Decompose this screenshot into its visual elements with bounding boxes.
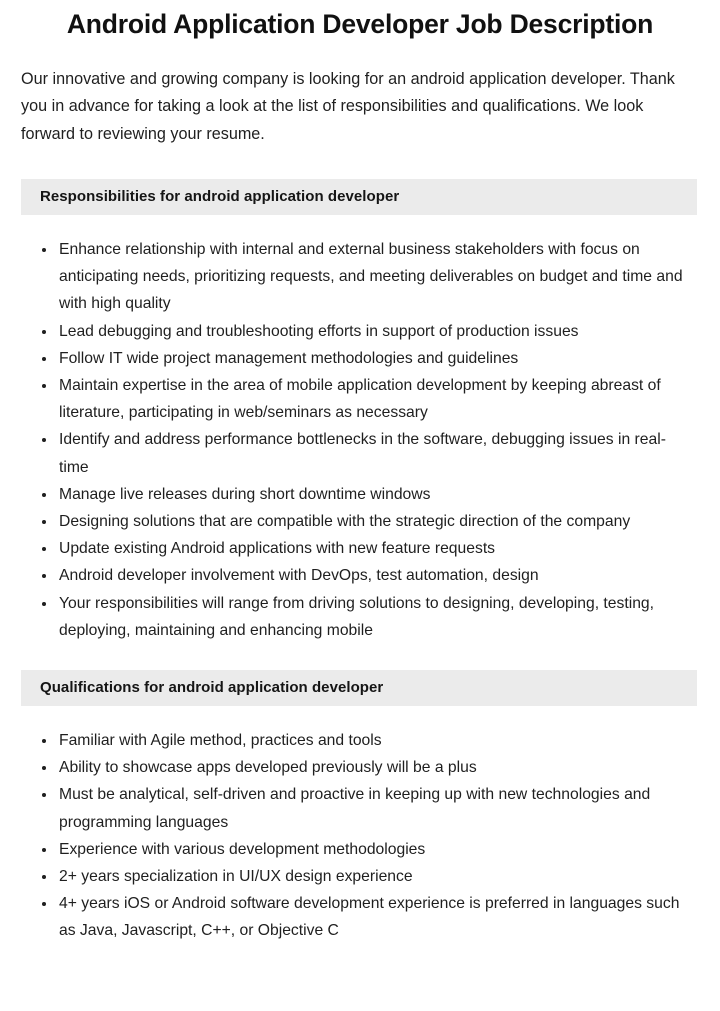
responsibilities-list [0,215,720,644]
section-spacer [0,644,720,656]
list-item: Manage live releases during short downtime windows [0,481,720,508]
list-item: Must be analytical, self-driven and proactive in keeping up with new technologies and programming languages [0,781,720,835]
intro-paragraph: Our innovative and growing company is looking for an android application developer. Thank you in advance for taking a look at the list of responsibilities and qualifications. We look forward to reviewing your resume. [21,70,675,143]
list-item: Your responsibilities will range from driving solutions to designing, developing, testing, deploying, maintaining and enhancing mobile [0,590,720,644]
list-item: Follow IT wide project management methodologies and guidelines [0,345,720,372]
list-item: Lead debugging and troubleshooting efforts in support of production issues [0,318,720,345]
list-item: Designing solutions that are compatible with the strategic direction of the company [0,508,720,535]
list-item: 4+ years iOS or Android software development experience is preferred in languages such as Java, Javascript, C++, or Objective C [0,890,720,944]
list-item: 2+ years specialization in UI/UX design experience [0,863,720,890]
list-item: Enhance relationship with internal and external business stakeholders with focus on anticipating needs, prioritizing requests, and meeting deliverables on budget and time and with high quality [0,236,720,318]
page-bottom-spacer [0,945,720,985]
list-item: Android developer involvement with DevOps, test automation, design [0,562,720,589]
qualifications-list [0,706,720,945]
list-item: Identify and address performance bottlenecks in the software, debugging issues in real-time [0,426,720,480]
list-item: Update existing Android applications with new feature requests [0,535,720,562]
section-header-qualifications [21,670,697,706]
section-header-responsibilities [21,179,697,215]
page-title: Android Application Developer Job Description [66,9,654,39]
list-item: Familiar with Agile method, practices and tools [0,727,720,754]
list-item: Ability to showcase apps developed previously will be a plus [0,754,720,781]
section-heading-label: Qualifications for android application developer [40,678,384,696]
section-heading-label: Responsibilities for android application developer [40,187,400,205]
list-item: Experience with various development methodologies [0,836,720,863]
list-item: Maintain expertise in the area of mobile application development by keeping abreast of literature, participating in web/seminars as necessary [0,372,720,426]
